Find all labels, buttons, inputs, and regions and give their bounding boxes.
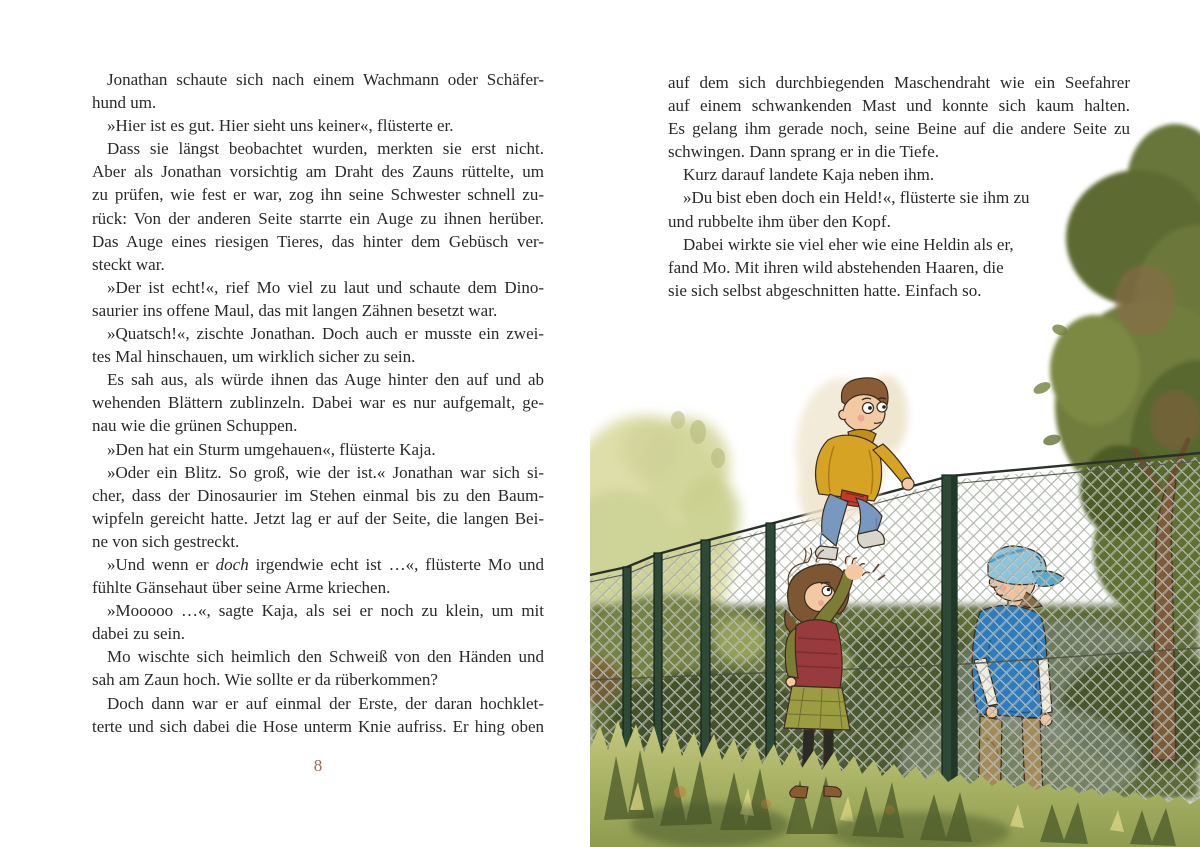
text-line: »Den hat ein Sturm umgehauen«, flüsterte Kaja. bbox=[107, 439, 436, 459]
text-line: tes Mal hinschauen, um wirklich sicher zu sein. bbox=[92, 347, 416, 367]
text-line: Es gelang ihm gerade noch, seine Beine auf die andere Seite zu bbox=[668, 119, 1130, 139]
illustration-fence-scene bbox=[590, 120, 1200, 847]
text-line: saurier ins offene Maul, das mit langen Zähnen besetzt war. bbox=[92, 300, 498, 320]
text-line: Dabei wirkte sie viel eher wie eine Heldin als er, bbox=[683, 234, 1014, 254]
text-line: auf einem schwankenden Mast und konnte sich kaum halten. bbox=[668, 96, 1130, 116]
text-line: Dass sie längst beobachtet wurden, merkten sie erst nicht. bbox=[107, 139, 544, 159]
text-line: Doch dann war er auf einmal der Erste, der daran hochklet- bbox=[107, 693, 544, 713]
text-line: wipfeln gereicht hatte. Jetzt lag er auf der Seite, die langen Bei- bbox=[92, 508, 544, 528]
text-line: rück: Von der anderen Seite starrte ein Auge zu ihnen herüber. bbox=[92, 208, 544, 228]
text-line: fühlte Gänsehaut über seine Arme kriechen. bbox=[92, 578, 391, 598]
text-line: »Der ist echt!«, rief Mo viel zu laut und schaute dem Dino- bbox=[107, 277, 544, 297]
text-line: »Mooooo …«, sagte Kaja, als sei er noch zu klein, um mit bbox=[107, 601, 544, 621]
text-line: nau wie die grünen Schuppen. bbox=[92, 416, 298, 436]
page-number: 8 bbox=[313, 756, 323, 775]
text-line: hund um. bbox=[92, 93, 157, 113]
text-line: »Du bist eben doch ein Held!«, flüsterte sie ihm zu bbox=[683, 188, 1030, 208]
text-line: Jonathan schaute sich nach einem Wachmann oder Schäfer- bbox=[107, 70, 544, 89]
text-line: dabei zu sein. bbox=[92, 624, 185, 644]
text-line: auf dem sich durchbiegenden Maschendraht wie ein Seefahrer bbox=[668, 73, 1130, 92]
text-line: Aber als Jonathan vorsichtig am Draht des Zauns rüttelte, um bbox=[92, 162, 544, 182]
text-line: sah am Zaun hoch. Wie sollte er da rüberkommen? bbox=[92, 670, 438, 690]
text-line: sie sich selbst abgeschnitten hatte. Einfach so. bbox=[668, 280, 982, 300]
text-line: »Und wenn er doch irgendwie echt ist …«, flüsterte Mo und bbox=[107, 554, 544, 574]
text-line: Mo wischte sich heimlich den Schweiß von den Händen und bbox=[107, 647, 544, 667]
text-line: »Quatsch!«, zischte Jonathan. Doch auch er musste ein zwei- bbox=[107, 324, 544, 344]
text-line: und rubbelte ihm über den Kopf. bbox=[668, 211, 891, 231]
text-line: fand Mo. Mit ihren wild abstehenden Haaren, die bbox=[668, 257, 1004, 277]
text-line: »Oder ein Blitz. So groß, wie der ist.« Jonathan war sich si- bbox=[107, 462, 544, 482]
text-line: Es sah aus, als würde ihnen das Auge hinter den auf und ab bbox=[107, 370, 544, 390]
text-line: ne von sich gestreckt. bbox=[92, 531, 240, 551]
text-line: »Hier ist es gut. Hier sieht uns keiner«, flüsterte er. bbox=[107, 116, 454, 136]
text-line: cher, dass der Dinosaurier im Stehen einmal bis zu den Baum- bbox=[92, 485, 544, 505]
text-line: terte und sich dabei die Hose unterm Knie aufriss. Er hing oben bbox=[92, 716, 544, 736]
text-line: zu prüfen, wie fest er war, zog ihn seine Schwester schnell zu- bbox=[92, 185, 544, 205]
text-line: Kurz darauf landete Kaja neben ihm. bbox=[683, 165, 935, 185]
text-line: Das Auge eines riesigen Tieres, das hinter dem Gebüsch ver- bbox=[92, 231, 544, 251]
left-page-text bbox=[92, 68, 544, 738]
text-line: steckt war. bbox=[92, 254, 165, 274]
text-line: wehenden Blättern zublinzeln. Dabei war es nur aufgemalt, ge- bbox=[92, 393, 544, 413]
text-line: schwingen. Dann sprang er in die Tiefe. bbox=[668, 142, 940, 162]
